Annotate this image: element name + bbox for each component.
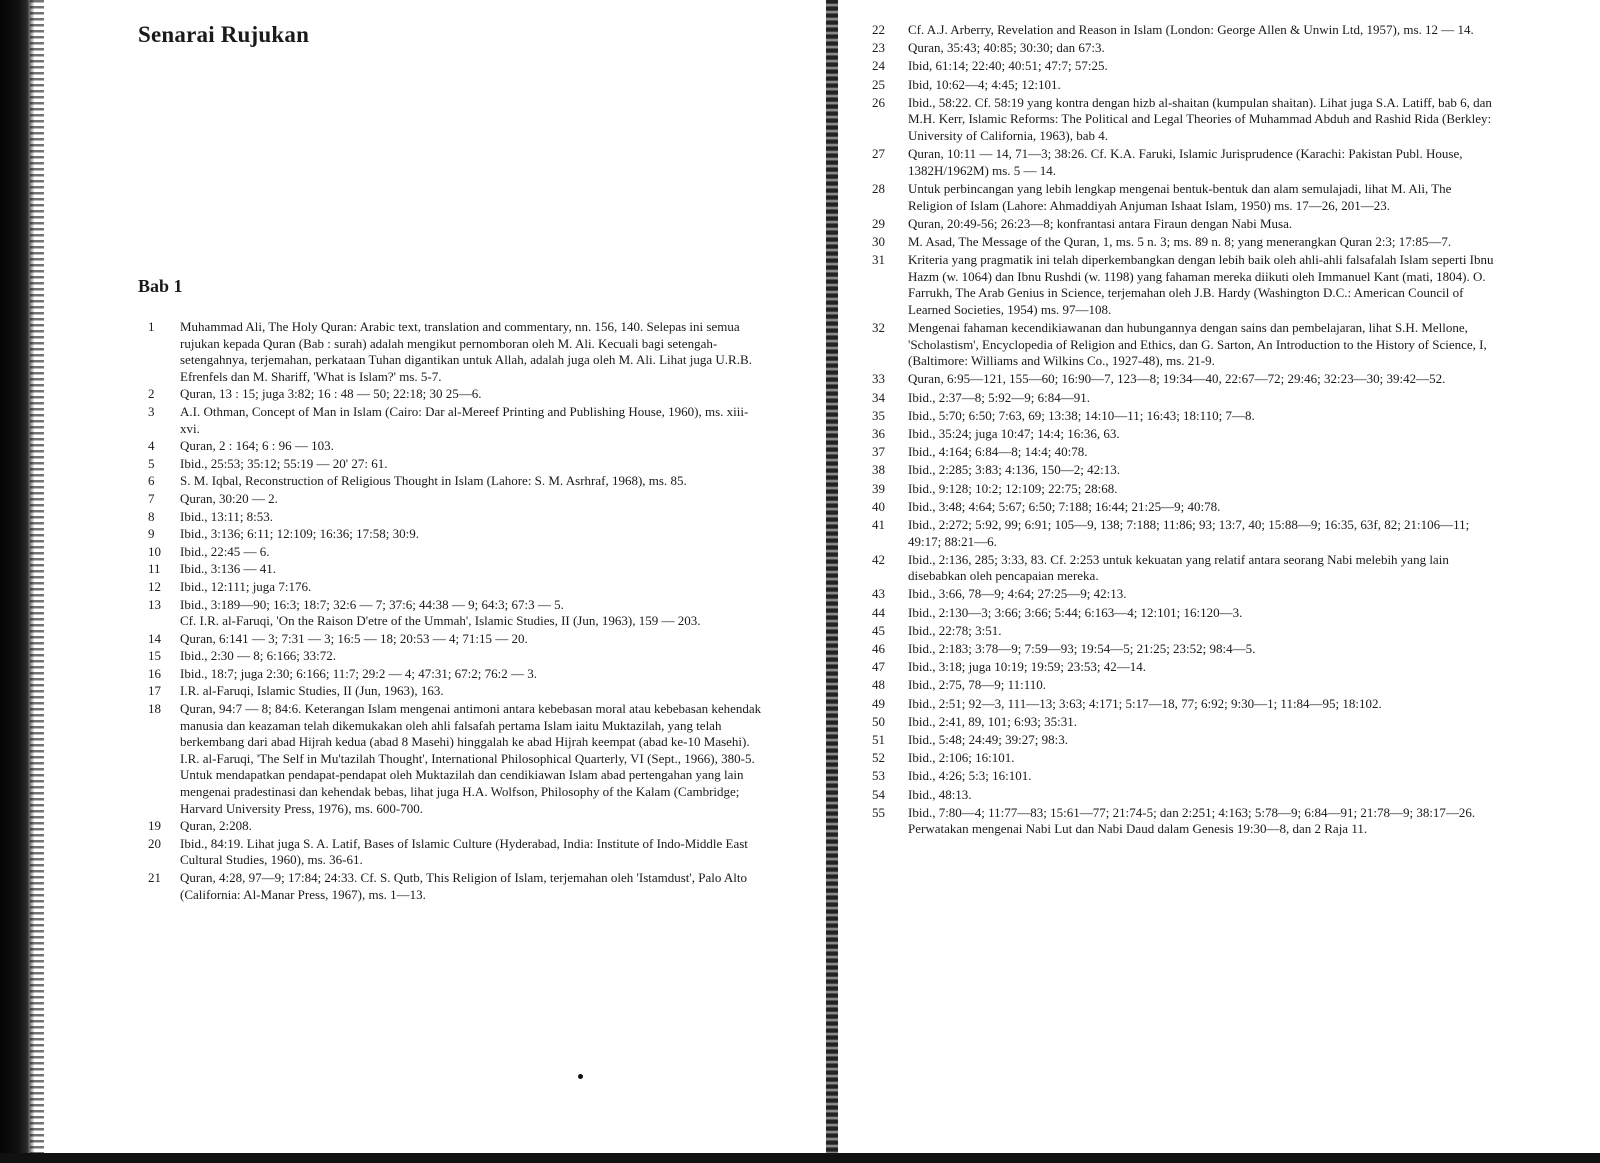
- reference-item: [866, 586, 1498, 603]
- reference-citation: Mengenai fahaman kecendikiawanan dan hubungannya dengan sains dan pembelajaran, lihat S.H. Mellone, 'Scholastism', Encyclopedia of Religion and Ethics, dan G. Sarton, An Introduction to the History of Science, I, (Baltimore: Williams and Wilkins Co., 1927-48), ms. 21-9.: [908, 320, 1487, 369]
- reference-number: 48: [872, 677, 885, 693]
- reference-text: [180, 491, 768, 508]
- reference-number: 17: [148, 683, 161, 699]
- book-spine-gutter: [826, 0, 838, 1163]
- reference-item: [148, 818, 768, 835]
- reference-text: [908, 320, 1498, 370]
- reference-number: 45: [872, 622, 885, 638]
- reference-citation: Ibid., 9:128; 10:2; 12:109; 22:75; 28:68.: [908, 480, 1118, 496]
- reference-citation: Ibid., 18:7; juga 2:30; 6:166; 11:7; 29:2 — 4; 47:31; 67:2; 76:2 — 3.: [180, 665, 538, 681]
- reference-item: [148, 561, 768, 578]
- reference-number: 3: [148, 403, 155, 419]
- reference-citation: Quran, 6:95—121, 155—60; 16:90—7, 123—8; 19:34—40, 22:67—72; 29:46; 32:23—30; 39:42—52.: [908, 371, 1446, 387]
- chapter-heading: Bab 1: [138, 276, 183, 296]
- reference-text: [908, 408, 1498, 425]
- reference-number: 54: [872, 786, 885, 802]
- reference-number: 39: [872, 480, 885, 496]
- reference-item: [866, 95, 1498, 145]
- reference-text: [908, 677, 1498, 694]
- reference-citation: Quran, 2 : 164; 6 : 96 — 103.: [180, 438, 334, 454]
- reference-number: 15: [148, 648, 161, 664]
- reference-number: 35: [872, 407, 885, 423]
- reference-item: [866, 462, 1498, 479]
- reference-text: [908, 444, 1498, 461]
- reference-text: [180, 579, 768, 596]
- reference-citation: Ibid, 10:62—4; 4:45; 12:101.: [908, 76, 1061, 92]
- reference-text: [908, 426, 1498, 443]
- reference-item: [866, 58, 1498, 75]
- reference-citation: Untuk perbincangan yang lebih lengkap mengenai bentuk-bentuk dan alam semulajadi, lihat M. Ali, The Religion of Islam (Lahore: Ahmaddiyah Anjuman Ishaat Islam, 1950) ms. 17—26, 201—23.: [908, 180, 1452, 213]
- reference-citation: Quran, 94:7 — 8; 84:6. Keterangan Islam mengenai antimoni antara kebebasan moral atau kebebasan kehendak manusia dan keazaman telah dikemukakan oleh ahli falsafah pertama Islam iaitu Muktazilah, yang telah berkembang dari abad Hijrah kedua (abad 8 Masehi) hinggalah ke abad Hijrah keempat (abad ke-10 Masehi). I.R. al-Faruqi, 'The Self in Mu'tazilah Thought', International Philosophical Quarterly, VI (Sept., 1966), 380-5. Untuk mendapatkan pendapat-pendapat oleh Muktazilah dan cendikiawan Islam abad pertengahan yang lain mengenai pradestinasi dan kehendak bebas, lihat juga H.A. Wolfson, Philosophy of the Kalam (Cambridge; Harvard University Press, 1976), ms. 600-700.: [180, 701, 762, 816]
- reference-citation: I.R. al-Faruqi, Islamic Studies, II (Jun, 1963), 163.: [180, 683, 444, 699]
- reference-item: [866, 605, 1498, 622]
- reference-number: 21: [148, 870, 161, 885]
- reference-item: [148, 386, 768, 403]
- reference-number: 34: [872, 389, 885, 405]
- reference-item: [866, 732, 1498, 749]
- scan-left-binding-edge: [0, 0, 34, 1163]
- reference-item: [866, 234, 1498, 251]
- reference-number: 37: [872, 444, 885, 460]
- reference-number: 4: [148, 438, 155, 454]
- reference-item: [148, 648, 768, 665]
- reference-number: 33: [872, 371, 885, 387]
- reference-text: [908, 552, 1498, 585]
- reference-text: [180, 319, 768, 385]
- reference-citation: Quran, 35:43; 40:85; 30:30; dan 67:3.: [908, 40, 1105, 56]
- reference-text: [180, 526, 768, 543]
- reference-number: 2: [148, 386, 155, 402]
- reference-number: 26: [872, 94, 885, 110]
- reference-number: 31: [872, 252, 885, 268]
- reference-number: 38: [872, 462, 885, 478]
- reference-text: [908, 390, 1498, 407]
- reference-text: [908, 481, 1498, 498]
- reference-item: [866, 517, 1498, 550]
- reference-number: 47: [872, 659, 885, 675]
- reference-item: [866, 426, 1498, 443]
- reference-citation: Ibid., 4:26; 5:3; 16:101.: [908, 768, 1032, 784]
- reference-item: [866, 641, 1498, 658]
- reference-item: [148, 543, 768, 561]
- reference-citation: Quran, 6:141 — 3; 7:31 — 3; 16:5 — 18; 20:53 — 4; 71:15 — 20.: [180, 630, 528, 646]
- reference-citation: Ibid., 48:13.: [908, 786, 972, 802]
- reference-citation: Ibid., 58:22. Cf. 58:19 yang kontra dengan hizb al-shaitan (kumpulan shaitan). Lihat juga S.A. Latiff, bab 6, dan M.H. Kerr, Islamic Reforms: The Political and Legal Theories of Muhammad Abduh and Rashid Rida (Berkley: University of California, 1963), bab 4.: [908, 94, 1492, 143]
- reference-text: [180, 544, 768, 561]
- reference-number: 6: [148, 473, 155, 489]
- reference-number: 9: [148, 526, 155, 542]
- page-title: Senarai Rujukan: [138, 22, 310, 47]
- reference-text: [908, 750, 1498, 767]
- reference-item: [866, 181, 1498, 214]
- reference-citation: Ibid., 25:53; 35:12; 55:19 — 20' 27: 61.: [180, 455, 388, 471]
- reference-citation: Ibid., 2:30 — 8; 6:166; 33:72.: [180, 648, 336, 664]
- reference-item: [866, 623, 1498, 640]
- reference-citation: Ibid., 3:18; juga 10:19; 19:59; 23:53; 42—14.: [908, 659, 1146, 675]
- reference-citation: Ibid., 5:70; 6:50; 7:63, 69; 13:38; 14:10—11; 16:43; 18:110; 7—8.: [908, 407, 1255, 423]
- reference-item: [148, 870, 768, 903]
- reference-text: [180, 404, 768, 437]
- reference-citation: Ibid., 2:51; 92—3, 111—13; 3:63; 4:171; 5:17—18, 77; 6:92; 9:30—1; 11:84—95; 18:102.: [908, 695, 1382, 711]
- reference-item: [148, 630, 768, 648]
- reference-text: [908, 95, 1498, 145]
- reference-item: [866, 787, 1498, 804]
- reference-citation: Quran, 2:208.: [180, 818, 252, 834]
- reference-citation: Ibid., 3:48; 4:64; 5:67; 6:50; 7:188; 16:44; 21:25—9; 40:78.: [908, 498, 1221, 514]
- reference-item: [866, 146, 1498, 179]
- reference-number: 29: [872, 215, 885, 231]
- reference-citation: Ibid., 2:41, 89, 101; 6:93; 35:31.: [908, 713, 1077, 729]
- reference-text: [908, 252, 1498, 318]
- reference-text: [180, 683, 768, 700]
- reference-text: [908, 146, 1498, 179]
- reference-text: [180, 631, 768, 648]
- reference-item: [866, 481, 1498, 498]
- reference-number: 53: [872, 768, 885, 784]
- reference-citation: Ibid., 13:11; 8:53.: [180, 508, 274, 524]
- reference-number: 13: [148, 596, 161, 612]
- reference-number: 11: [148, 561, 161, 577]
- reference-citation: Ibid., 2:75, 78—9; 11:110.: [908, 677, 1047, 693]
- reference-citation: Ibid., 2:37—8; 5:92—9; 6:84—91.: [908, 389, 1090, 405]
- reference-item: [866, 805, 1498, 838]
- reference-citation: Quran, 4:28, 97—9; 17:84; 24:33. Cf. S. Qutb, This Religion of Islam, terjemahan oleh 'Istamdust', Palo Alto (California: Al-Manar Press, 1967), ms. 1—13.: [180, 870, 748, 902]
- reference-citation: A.I. Othman, Concept of Man in Islam (Cairo: Dar al-Mereef Printing and Publishing House, 1960), ms. xiii-xvi.: [180, 403, 749, 436]
- reference-citation: Ibid., 3:136; 6:11; 12:109; 16:36; 17:58; 30:9.: [180, 526, 419, 542]
- reference-number: 27: [872, 146, 885, 162]
- reference-number: 32: [872, 320, 885, 336]
- reference-citation: Ibid., 22:78; 3:51.: [908, 622, 1002, 638]
- reference-number: 18: [148, 701, 161, 717]
- reference-number: 12: [148, 578, 161, 594]
- reference-item: [148, 455, 768, 473]
- reference-text: [180, 666, 768, 683]
- reference-number: 7: [148, 490, 155, 506]
- reference-citation: Ibid., 4:164; 6:84—8; 14:4; 40:78.: [908, 444, 1088, 460]
- reference-text: [180, 648, 768, 665]
- reference-number: 24: [872, 58, 885, 74]
- reference-text: [908, 659, 1498, 676]
- reference-list-left: [138, 319, 768, 903]
- reference-text: [180, 836, 768, 869]
- reference-item: [866, 499, 1498, 516]
- reference-citation: Ibid., 2:285; 3:83; 4:136, 150—2; 42:13.: [908, 462, 1120, 478]
- reference-item: [148, 835, 768, 869]
- reference-item: [866, 40, 1498, 57]
- reference-text: [908, 696, 1498, 713]
- reference-text: [908, 216, 1498, 233]
- reference-text: [908, 77, 1498, 94]
- reference-text: [908, 181, 1498, 214]
- reference-text: [180, 456, 768, 473]
- reference-text: [908, 22, 1498, 39]
- reference-number: 22: [872, 22, 885, 37]
- reference-item: [148, 526, 768, 543]
- reference-text: [908, 714, 1498, 731]
- reference-item: [866, 659, 1498, 676]
- reference-number: 1: [148, 319, 155, 334]
- reference-number: 49: [872, 695, 885, 711]
- reference-citation: Ibid., 2:183; 3:78—9; 7:59—93; 19:54—5; 21:25; 23:52; 98:4—5.: [908, 641, 1256, 657]
- reference-number: 23: [872, 40, 885, 56]
- reference-citation: Ibid., 3:66, 78—9; 4:64; 27:25—9; 42:13.: [908, 586, 1127, 602]
- reference-citation: Quran, 13 : 15; juga 3:82; 16 : 48 — 50; 22:18; 30 25—6.: [180, 386, 482, 402]
- reference-text: [908, 641, 1498, 658]
- reference-text: [908, 58, 1498, 75]
- reference-text: [180, 509, 768, 526]
- reference-text: [180, 597, 768, 630]
- reference-text: [908, 517, 1498, 550]
- reference-citation: Ibid., 2:130—3; 3:66; 3:66; 5:44; 6:163—4; 12:101; 16:120—3.: [908, 604, 1243, 620]
- reference-text: [908, 768, 1498, 785]
- reference-number: 36: [872, 425, 885, 441]
- reference-text: [180, 561, 768, 578]
- reference-citation: Ibid., 12:111; juga 7:176.: [180, 578, 312, 594]
- reference-text: [180, 701, 768, 817]
- reference-number: 40: [872, 498, 885, 514]
- reference-text: [908, 805, 1498, 838]
- reference-item: [866, 252, 1498, 318]
- reference-item: [866, 750, 1498, 767]
- left-page: [138, 22, 768, 904]
- right-page: [866, 22, 1498, 840]
- reference-number: 50: [872, 713, 885, 729]
- reference-item: [866, 371, 1498, 388]
- reference-number: 30: [872, 233, 885, 249]
- reference-citation: Ibid., 3:136 — 41.: [180, 561, 277, 577]
- reference-item: [866, 408, 1498, 425]
- reference-number: 43: [872, 586, 885, 602]
- reference-text: [908, 371, 1498, 388]
- reference-item: [866, 216, 1498, 233]
- reference-item: [148, 683, 768, 700]
- reference-text: [180, 438, 768, 455]
- reference-text: [180, 870, 768, 903]
- reference-item: [866, 552, 1498, 585]
- reference-number: 20: [148, 835, 161, 851]
- reference-text: [908, 623, 1498, 640]
- reference-number: 19: [148, 818, 161, 834]
- reference-citation: Ibid., 5:48; 24:49; 39:27; 98:3.: [908, 731, 1068, 747]
- reference-item: [866, 22, 1498, 39]
- reference-number: 28: [872, 180, 885, 196]
- reference-text: [908, 732, 1498, 749]
- reference-citation: Ibid., 2:106; 16:101.: [908, 750, 1015, 766]
- reference-citation: Ibid., 84:19. Lihat juga S. A. Latif, Bases of Islamic Culture (Hyderabad, India: Institute of Indo-Middle East Cultural Studies, 1960), ms. 36-61.: [180, 835, 748, 868]
- reference-item: [148, 508, 768, 526]
- reference-citation: M. Asad, The Message of the Quran, 1, ms. 5 n. 3; ms. 89 n. 8; yang menerangkan Quran 2:3; 17:85—7.: [908, 233, 1452, 249]
- reference-number: 10: [148, 543, 161, 559]
- reference-item: [148, 319, 768, 385]
- reference-citation: Ibid., 2:272; 5:92, 99; 6:91; 105—9, 138; 7:188; 11:86; 93; 13:7, 40; 15:88—9; 16:35, 63f, 82; 21:106—11; 49:17; 88:21—6.: [908, 516, 1470, 549]
- reference-text: [908, 499, 1498, 516]
- reference-citation: Ibid., 35:24; juga 10:47; 14:4; 16:36, 63.: [908, 425, 1120, 441]
- reference-text: [908, 462, 1498, 479]
- reference-number: 14: [148, 630, 161, 646]
- reference-number: 41: [872, 516, 885, 532]
- reference-number: 42: [872, 551, 885, 567]
- reference-continuation: Cf. I.R. al-Faruqi, 'On the Raison D'etre of the Ummah', Islamic Studies, II (Jun, 1963), 159 — 203.: [180, 613, 701, 629]
- reference-text: [908, 605, 1498, 622]
- reference-item: [866, 696, 1498, 713]
- scan-bottom-edge: [0, 1153, 1600, 1163]
- reference-citation: Ibid., 3:189—90; 16:3; 18:7; 32:6 — 7; 37:6; 44:38 — 9; 64:3; 67:3 — 5.: [180, 596, 564, 612]
- reference-number: 25: [872, 76, 885, 92]
- reference-item: [148, 701, 768, 817]
- reference-citation: Ibid., 2:136, 285; 3:33, 83. Cf. 2:253 untuk kekuatan yang relatif antara seorang Nabi melebih yang lain disebabkan oleh pencapaian mereka.: [908, 551, 1449, 584]
- reference-item: [866, 320, 1498, 370]
- reference-text: [180, 473, 768, 490]
- reference-number: 46: [872, 641, 885, 657]
- reference-citation: Ibid, 61:14; 22:40; 40:51; 47:7; 57:25.: [908, 58, 1108, 74]
- reference-item: [148, 578, 768, 596]
- reference-number: 16: [148, 665, 161, 681]
- reference-text: [908, 234, 1498, 251]
- reference-citation: S. M. Iqbal, Reconstruction of Religious Thought in Islam (Lahore: S. M. Asrhraf, 1968), ms. 85.: [180, 473, 687, 489]
- reference-item: [148, 665, 768, 683]
- reference-item: [148, 403, 768, 437]
- reference-citation: Kriteria yang pragmatik ini telah diperkembangkan dengan lebih baik oleh ahli-ahli falsafalah Islam seperti Ibnu Hazm (w. 1064) dan Ibnu Rushdi (w. 1198) yang fahaman mereka diikuti oleh Immanuel Kant (mati, 1804). O. Farrukh, The Arab Genius in Science, terjemahan oleh J.B. Hardy (Washington D.C.: American Council of Learned Societies, 1954) ms. 97—108.: [908, 252, 1494, 317]
- reference-item: [148, 438, 768, 455]
- reference-item: [148, 473, 768, 490]
- reference-citation: Quran, 10:11 — 14, 71—3; 38:26. Cf. K.A. Faruki, Islamic Jurisprudence (Karachi: Pakistan Publ. House, 1382H/1962M) ms. 5 — 14.: [908, 146, 1463, 178]
- reference-citation: Muhammad Ali, The Holy Quran: Arabic text, translation and commentary, nn. 156, 140. Selepas ini semua rujukan kepada Quran (Bab : surah) adalah mengikut pernomboran oleh M. Ali. Kecuali bagi setengah-setengahnya, terjemahan, perkataan Tuhan digantikan untuk Allah, adalah juga oleh M. Ali. Lihat juga U.R.B. Efrenfels dan M. Shariff, 'What is Islam?' ms. 5-7.: [180, 319, 752, 384]
- reference-citation: Ibid., 7:80—4; 11:77—83; 15:61—77; 21:74-5; dan 2:251; 4:163; 5:78—9; 6:84—91; 21:78—9; 38:17—26. Perwatakan mengenai Nabi Lut dan Nabi Daud dalam Genesis 19:30—8, dan 2 Raja 11.: [908, 804, 1476, 837]
- reference-item: [148, 490, 768, 508]
- reference-list-right: [866, 22, 1498, 838]
- reference-item: [866, 714, 1498, 731]
- reference-item: [866, 77, 1498, 94]
- reference-number: 44: [872, 604, 885, 620]
- reference-text: [908, 40, 1498, 57]
- reference-citation: Cf. A.J. Arberry, Revelation and Reason in Islam (London: George Allen & Unwin Ltd, 1957), ms. 12 — 14.: [908, 22, 1474, 37]
- reference-text: [908, 787, 1498, 804]
- reference-item: [866, 768, 1498, 785]
- reference-number: 55: [872, 804, 885, 820]
- reference-item: [866, 677, 1498, 694]
- reference-item: [866, 390, 1498, 407]
- reference-text: [908, 586, 1498, 603]
- reference-text: [180, 818, 768, 835]
- reference-number: 5: [148, 455, 155, 471]
- reference-item: [148, 596, 768, 630]
- reference-item: [866, 444, 1498, 461]
- reference-number: 52: [872, 750, 885, 766]
- reference-citation: Quran, 30:20 — 2.: [180, 490, 278, 506]
- reference-number: 51: [872, 731, 885, 747]
- reference-number: 8: [148, 508, 155, 524]
- reference-text: [180, 386, 768, 403]
- reference-citation: Quran, 20:49-56; 26:23—8; konfrantasi antara Firaun dengan Nabi Musa.: [908, 215, 1293, 231]
- page-dot-mark: [578, 1074, 583, 1079]
- reference-citation: Ibid., 22:45 — 6.: [180, 543, 270, 559]
